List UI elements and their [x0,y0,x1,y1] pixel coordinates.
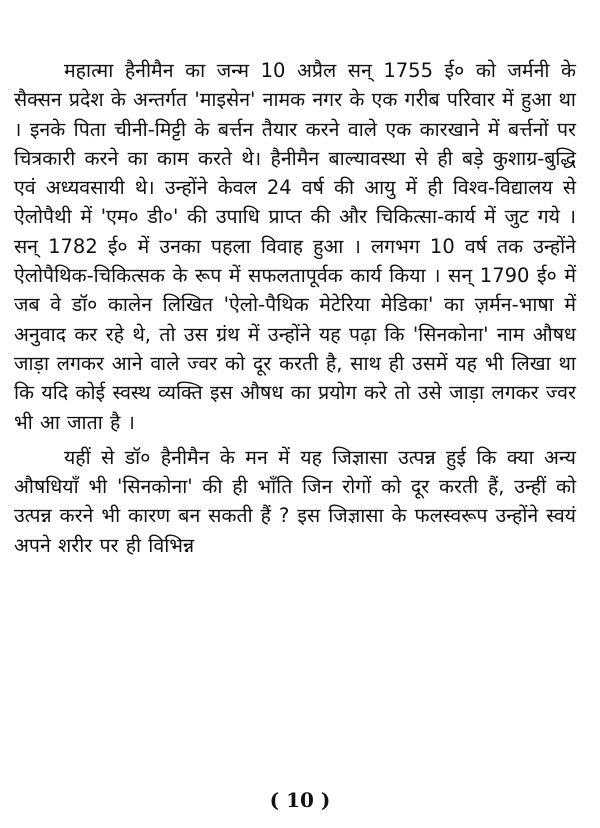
paragraph-2: यहीं से डॉ० हैनीमैन के मन में यह जिज्ञासा उत्पन्न हुई कि क्या अन्य औषधियाँ भी 'सिनकोना' की ही भाँति जिन रोगों को दूर करती हैं, उन्हीं को उत्पन्न करने भी कारण बन सकती हैं ? इस जिज्ञासा के फलस्वरूप उन्होंने स्वयं अपने शरीर पर ही विभिन्न [14,445,576,557]
paragraph-1: महात्मा हैनीमैन का जन्म 10 अप्रैल सन् 1755 ई० को जर्मनी के सैक्सन प्रदेश के अन्तर्गत 'माइसेन' नामक नगर के एक गरीब परिवार में हुआ था । इनके पिता चीनी-मिट्टी के बर्त्तन तैयार करने वाले एक कारखाने में बर्त्तनों पर चित्रकारी करने का काम करते थे। हैनीमैन बाल्यावस्था से ही बड़े कुशाग्र-बुद्धि एवं अध्यवसायी थे। उन्होंने केवल 24 वर्ष की आयु में ही विश्व-विद्यालय से ऐलोपैथी में 'एम० डी०' की उपाधि प्राप्त की और चिकित्सा-कार्य में जुट गये । सन् 1782 ई० में उनका पहला विवाह हुआ । लगभग 10 वर्ष तक उन्होंने ऐलोपैथिक-चिकित्सक के रूप में सफलतापूर्वक कार्य किया । सन् 1790 ई० में जब वे डॉ० कालेन लिखित 'ऐलो-पैथिक मेटेरिया मेडिका' का ज़र्मन-भाषा में अनुवाद कर रहे थे, तो उस ग्रंथ में उन्होंने यह पढ़ा कि 'सिनकोना' नाम औषध जाड़ा लगकर आने वाले ज्वर को दूर करती है, साथ ही उसमें यह भी लिखा था कि यदि कोई स्वस्थ व्यक्ति इस औषध का प्रयोग करे तो उसे जाड़ा लगकर ज्वर भी आ जाता है । [14,59,576,434]
page-number: ( 10 ) [269,788,331,812]
